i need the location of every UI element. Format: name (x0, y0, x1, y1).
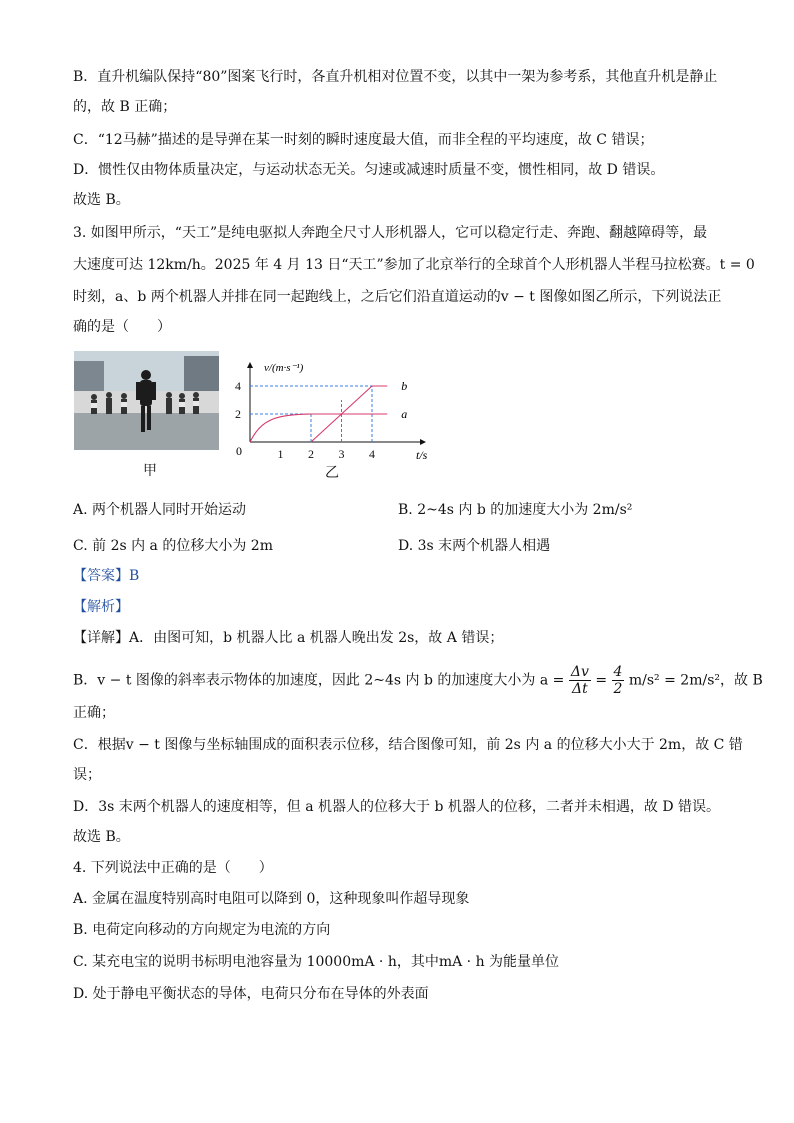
option-d: D. 3s 末两个机器人相遇 (398, 538, 551, 554)
x-axis-label: t/s (416, 448, 428, 462)
fraction-values: $\frac{4}{2}$ (613, 664, 623, 697)
velocity-time-graph (230, 355, 440, 465)
x-tick-2: 2 (308, 447, 314, 461)
question3-line1: 3. 如图甲所示，“天工”是纯电驱拟人奔跑全尺寸人形机器人，它可以稳定行走、奔跑、翻越障碍等，最 (73, 225, 708, 241)
y-tick-2: 2 (235, 407, 241, 421)
question4-option-d: D. 处于静电平衡状态的导体，电荷只分布在导体的外表面 (73, 986, 429, 1002)
line-c-explanation: C．“12马赫”描述的是导弹在某一时刻的瞬时速度最大值，而非全程的平均速度，故 C 错误； (73, 132, 654, 148)
photo-caption: 甲 (143, 463, 157, 479)
question3-line3: 时刻，a、b 两个机器人并排在同一起跑线上，之后它们沿直道运动的v − t 图像如图乙所示，下列说法正 (73, 289, 722, 305)
answer-label: 【答案】B (73, 568, 140, 584)
x-tick-4: 4 (369, 447, 375, 461)
option-a: A. 两个机器人同时开始运动 (73, 502, 247, 518)
detail-a: 【详解】A．由图可知，b 机器人比 a 机器人晚出发 2s，故 A 错误； (73, 630, 504, 646)
detail-b-line (73, 664, 763, 697)
graph-caption: 乙 (325, 465, 339, 481)
series-a-line (250, 414, 387, 442)
x-tick-1: 1 (277, 447, 284, 461)
question4-option-b: B. 电荷定向移动的方向规定为电流的方向 (73, 922, 331, 938)
detail-b-result: m/s² = 2m/s²，故 B (628, 672, 763, 689)
line-choose: 故选 B。 (73, 192, 130, 208)
fraction-delta: $\frac{\Delta v}{\Delta t}$ (570, 664, 589, 697)
option-b: B. 2~4s 内 b 的加速度大小为 2m/s² (398, 502, 633, 518)
series-a-label: a (401, 407, 408, 421)
analysis-label: 【解析】 (73, 599, 129, 615)
x-tick-3: 3 (338, 447, 345, 461)
origin-label: 0 (236, 444, 242, 458)
detail-d: D．3s 末两个机器人的速度相等，但 a 机器人的位移大于 b 机器人的位移，二者并未相遇，故 D 错误。 (73, 799, 720, 815)
detail-b-text: B．v − t 图像的斜率表示物体的加速度，因此 2~4s 内 b 的加速度大小为 a = (73, 672, 565, 689)
line-b-cont: 的，故 B 正确； (73, 99, 177, 115)
question3-line2: 大速度可达 12km/h。2025 年 4 月 13 日“天工”参加了北京举行的全球首个人形机器人半程马拉松赛。t = 0 (73, 257, 755, 273)
question4: 4. 下列说法中正确的是（ ） (73, 860, 273, 876)
detail-choose: 故选 B。 (73, 829, 130, 845)
question3-line4: 确的是（ ） (73, 319, 171, 335)
y-tick-4: 4 (235, 379, 241, 393)
series-b-label: b (401, 379, 408, 393)
line-d-explanation: D．惯性仅由物体质量决定，与运动状态无关。匀速或减速时质量不变，惯性相同，故 D 错误。 (73, 162, 665, 178)
question4-option-c: C. 某充电宝的说明书标明电池容量为 10000mA · h，其中mA · h 为能量单位 (73, 954, 560, 970)
detail-b-cont: 正确； (73, 705, 115, 721)
robot-marathon-photo (74, 351, 219, 450)
equals-sign: = (595, 672, 608, 689)
line-b-explanation: B．直升机编队保持“80”图案飞行时，各直升机相对位置不变，以其中一架为参考系，其他直升机是静止 (73, 69, 718, 85)
detail-c-cont: 误； (73, 767, 101, 783)
question4-option-a: A. 金属在温度特别高时电阻可以降到 0，这种现象叫作超导现象 (73, 891, 470, 907)
y-axis-label: v/(m·s⁻¹) (264, 362, 304, 374)
option-c: C. 前 2s 内 a 的位移大小为 2m (73, 538, 273, 554)
detail-c: C．根据v − t 图像与坐标轴围成的面积表示位移，结合图像可知，前 2s 内 a 的位移大小大于 2m，故 C 错 (73, 737, 743, 753)
